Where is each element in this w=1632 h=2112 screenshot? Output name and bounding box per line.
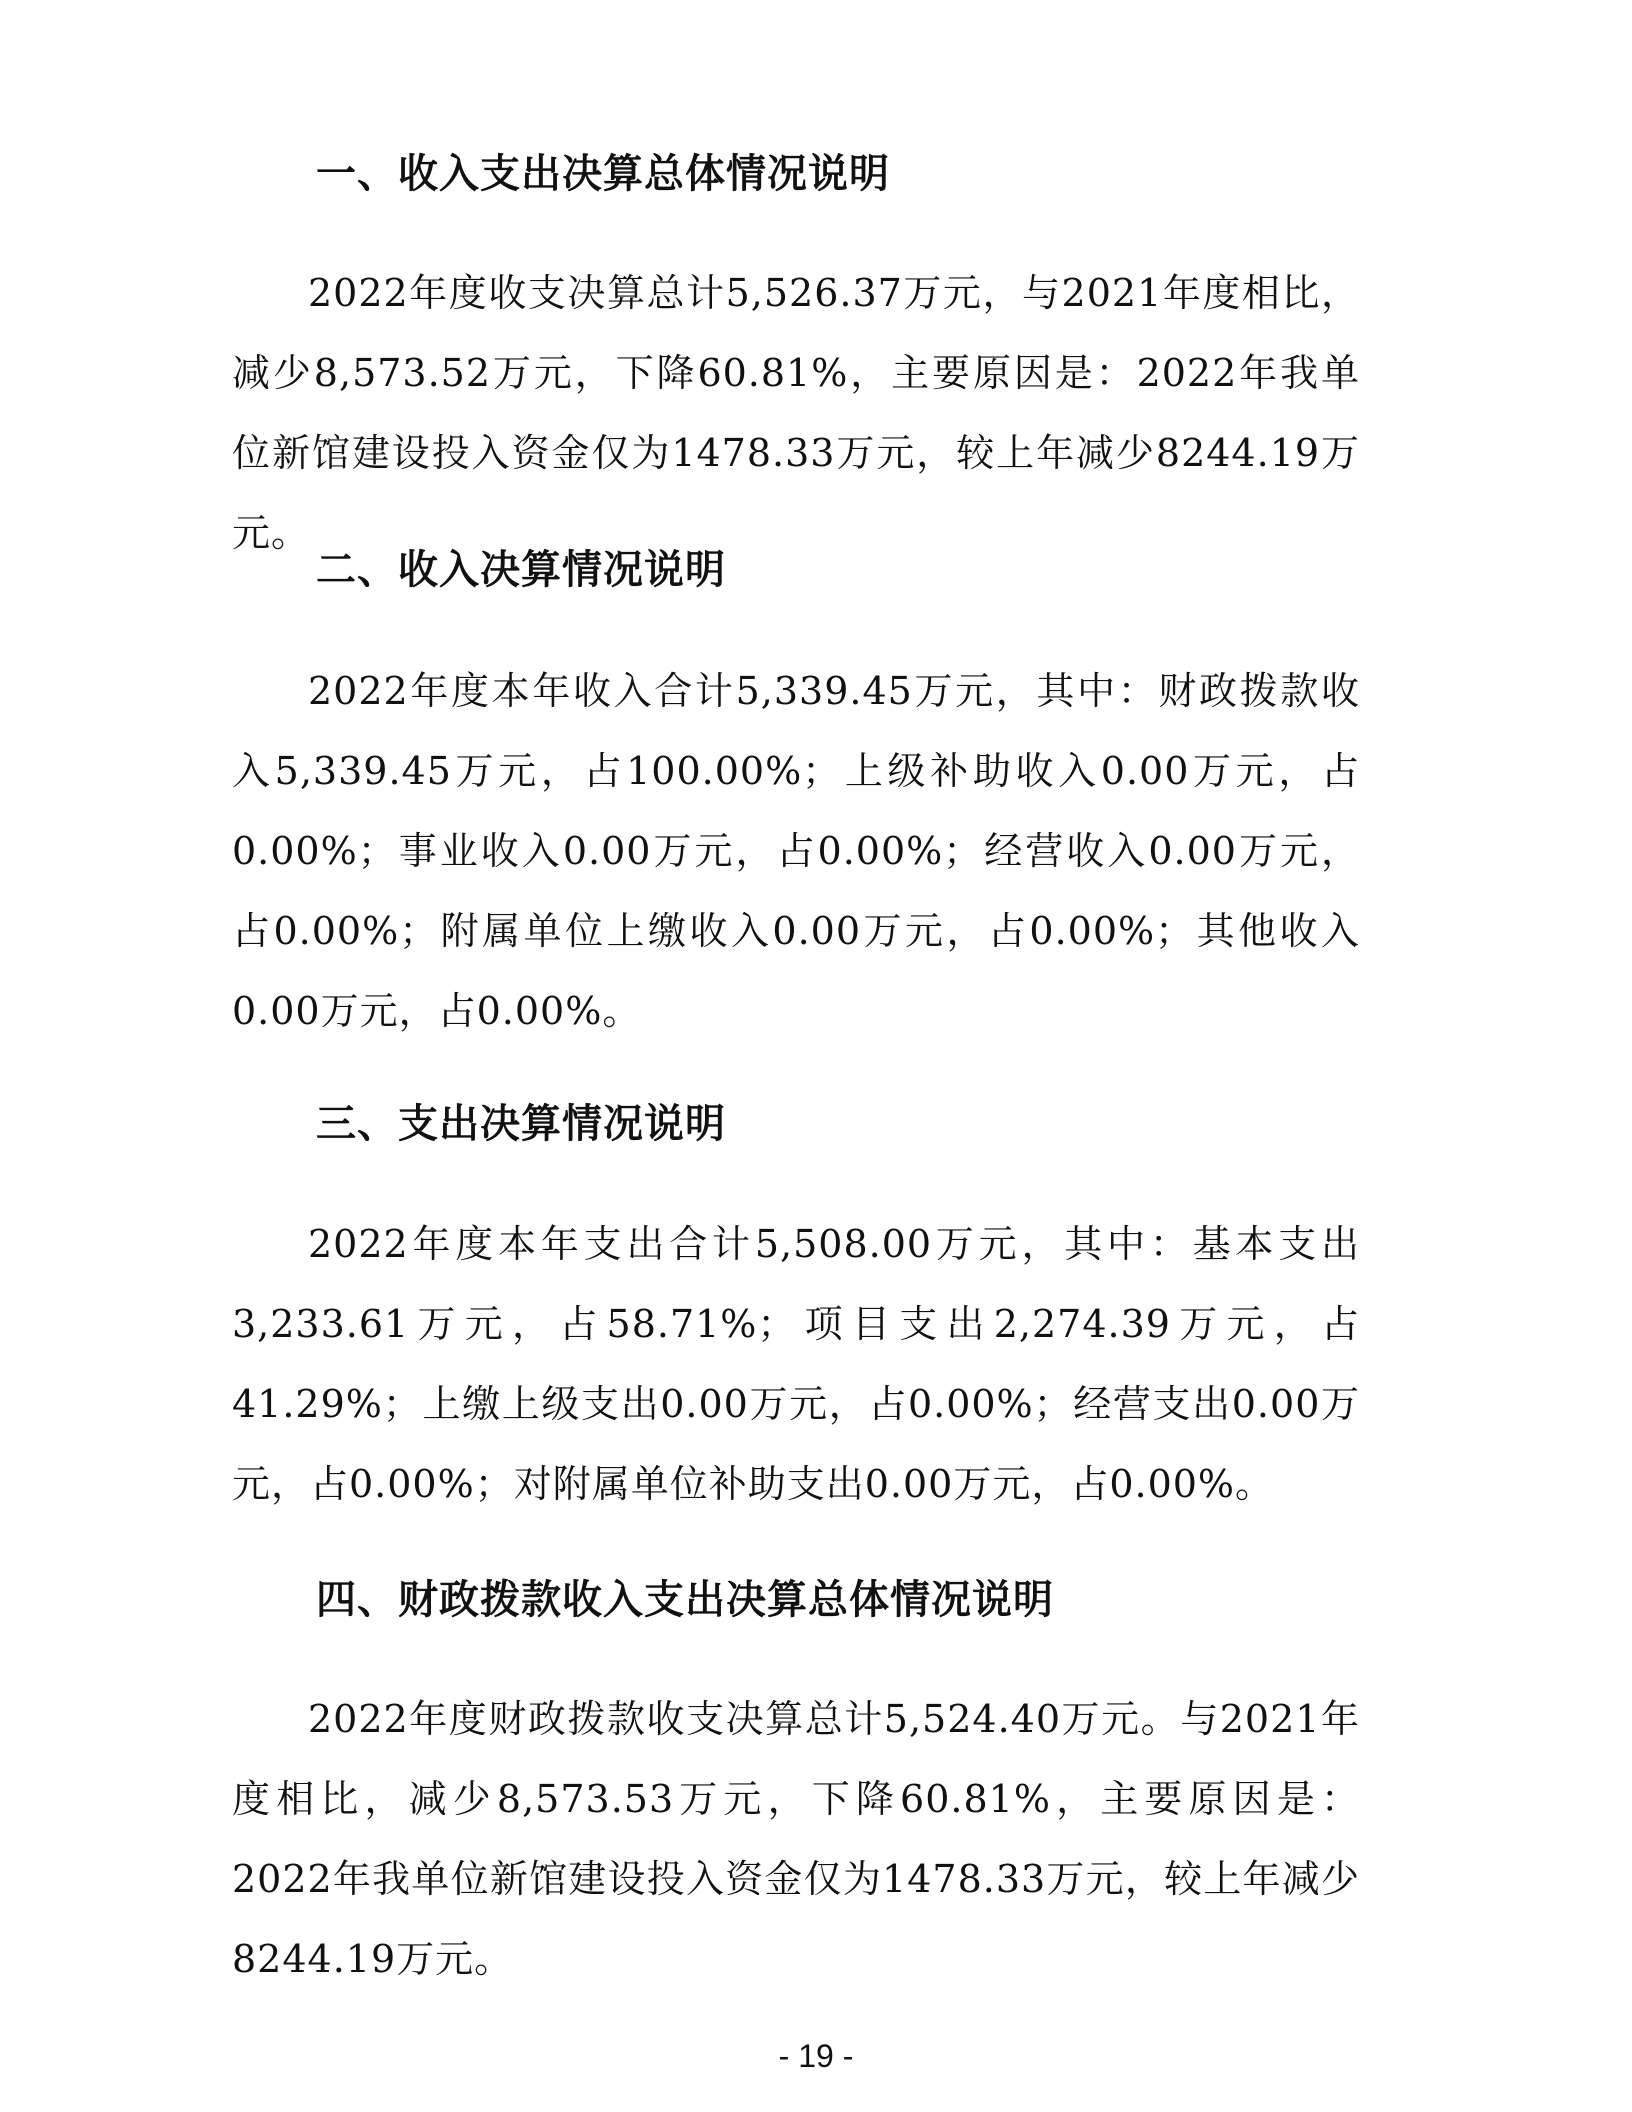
section-3-heading: 三、支出决算情况说明 [316,1101,726,1147]
section-2-paragraph: 2022年度本年收入合计5,339.45万元，其中：财政拨款收入5,339.45万元，占100.00%；上级补助收入0.00万元，占0.00%；事业收入0.00万元，占0.00%；经营收入0.00万元，占0.00%；附属单位上缴收入0.00万元，占0.00%；其他收入0.00万元，占0.00%。 [232,669,1360,1033]
section-1-paragraph: 2022年度收支决算总计5,526.37万元，与2021年度相比，减少8,573.52万元，下降60.81%，主要原因是：2022年我单位新馆建设投入资金仅为1478.33万元，较上年减少8244.19万元。 [232,271,1360,555]
page-number: - 19 - [778,2038,854,2074]
section-4-paragraph: 2022年度财政拨款收支决算总计5,524.40万元。与2021年度相比，减少8,573.53万元，下降60.81%，主要原因是：2022年我单位新馆建设投入资金仅为1478.33万元，较上年减少8244.19万元。 [232,1697,1360,1981]
section-1-heading: 一、收入支出决算总体情况说明 [316,151,890,197]
section-2-heading: 二、收入决算情况说明 [316,547,726,593]
section-3-paragraph: 2022年度本年支出合计5,508.00万元，其中：基本支出3,233.61万元，占58.71%；项目支出2,274.39万元，占41.29%；上缴上级支出0.00万元，占0.00%；经营支出0.00万元，占0.00%；对附属单位补助支出0.00万元，占0.00%。 [232,1222,1360,1506]
section-4-heading: 四、财政拨款收入支出决算总体情况说明 [316,1577,1054,1623]
